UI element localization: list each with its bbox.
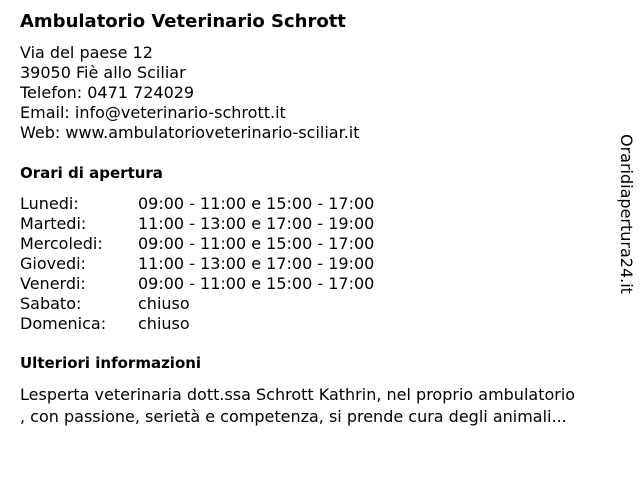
hours-day: Venerdi:	[20, 274, 86, 293]
hours-time: 09:00 - 11:00 e 15:00 - 17:00	[138, 274, 375, 293]
more-info-line: , con passione, serietà e competenza, si prende cura degli animali...	[20, 407, 567, 426]
hours-day: Martedi:	[20, 214, 87, 233]
more-info-text	[20, 384, 630, 428]
address-city: 39050 Fiè allo Sciliar	[20, 63, 186, 82]
site-brand-watermark	[610, 134, 640, 314]
hours-time: 11:00 - 13:00 e 17:00 - 19:00	[138, 214, 375, 233]
business-title: Ambulatorio Veterinario Schrott	[20, 11, 346, 32]
hours-day: Sabato:	[20, 294, 82, 313]
hours-day: Domenica:	[20, 314, 107, 333]
hours-day: Mercoledi:	[20, 234, 103, 253]
hours-time: 11:00 - 13:00 e 17:00 - 19:00	[138, 254, 375, 273]
address-street: Via del paese 12	[20, 43, 153, 62]
opening-hours-heading: Orari di apertura	[20, 164, 163, 182]
hours-day: Giovedi:	[20, 254, 86, 273]
site-brand-text: Oraridiapertura24.it	[617, 134, 636, 294]
more-info-line: Lesperta veterinaria dott.ssa Schrott Kathrin, nel proprio ambulatorio	[20, 385, 576, 404]
address-phone: Telefon: 0471 724029	[20, 83, 195, 102]
hours-day: Lunedi:	[20, 194, 79, 213]
hours-time: chiuso	[138, 314, 190, 333]
address-web: Web: www.ambulatorioveterinario-sciliar.it	[20, 123, 360, 142]
address-email: Email: info@veterinario-schrott.it	[20, 103, 286, 122]
hours-time: 09:00 - 11:00 e 15:00 - 17:00	[138, 194, 375, 213]
hours-time: 09:00 - 11:00 e 15:00 - 17:00	[138, 234, 375, 253]
more-info-heading: Ulteriori informazioni	[20, 354, 202, 372]
hours-time: chiuso	[138, 294, 190, 313]
